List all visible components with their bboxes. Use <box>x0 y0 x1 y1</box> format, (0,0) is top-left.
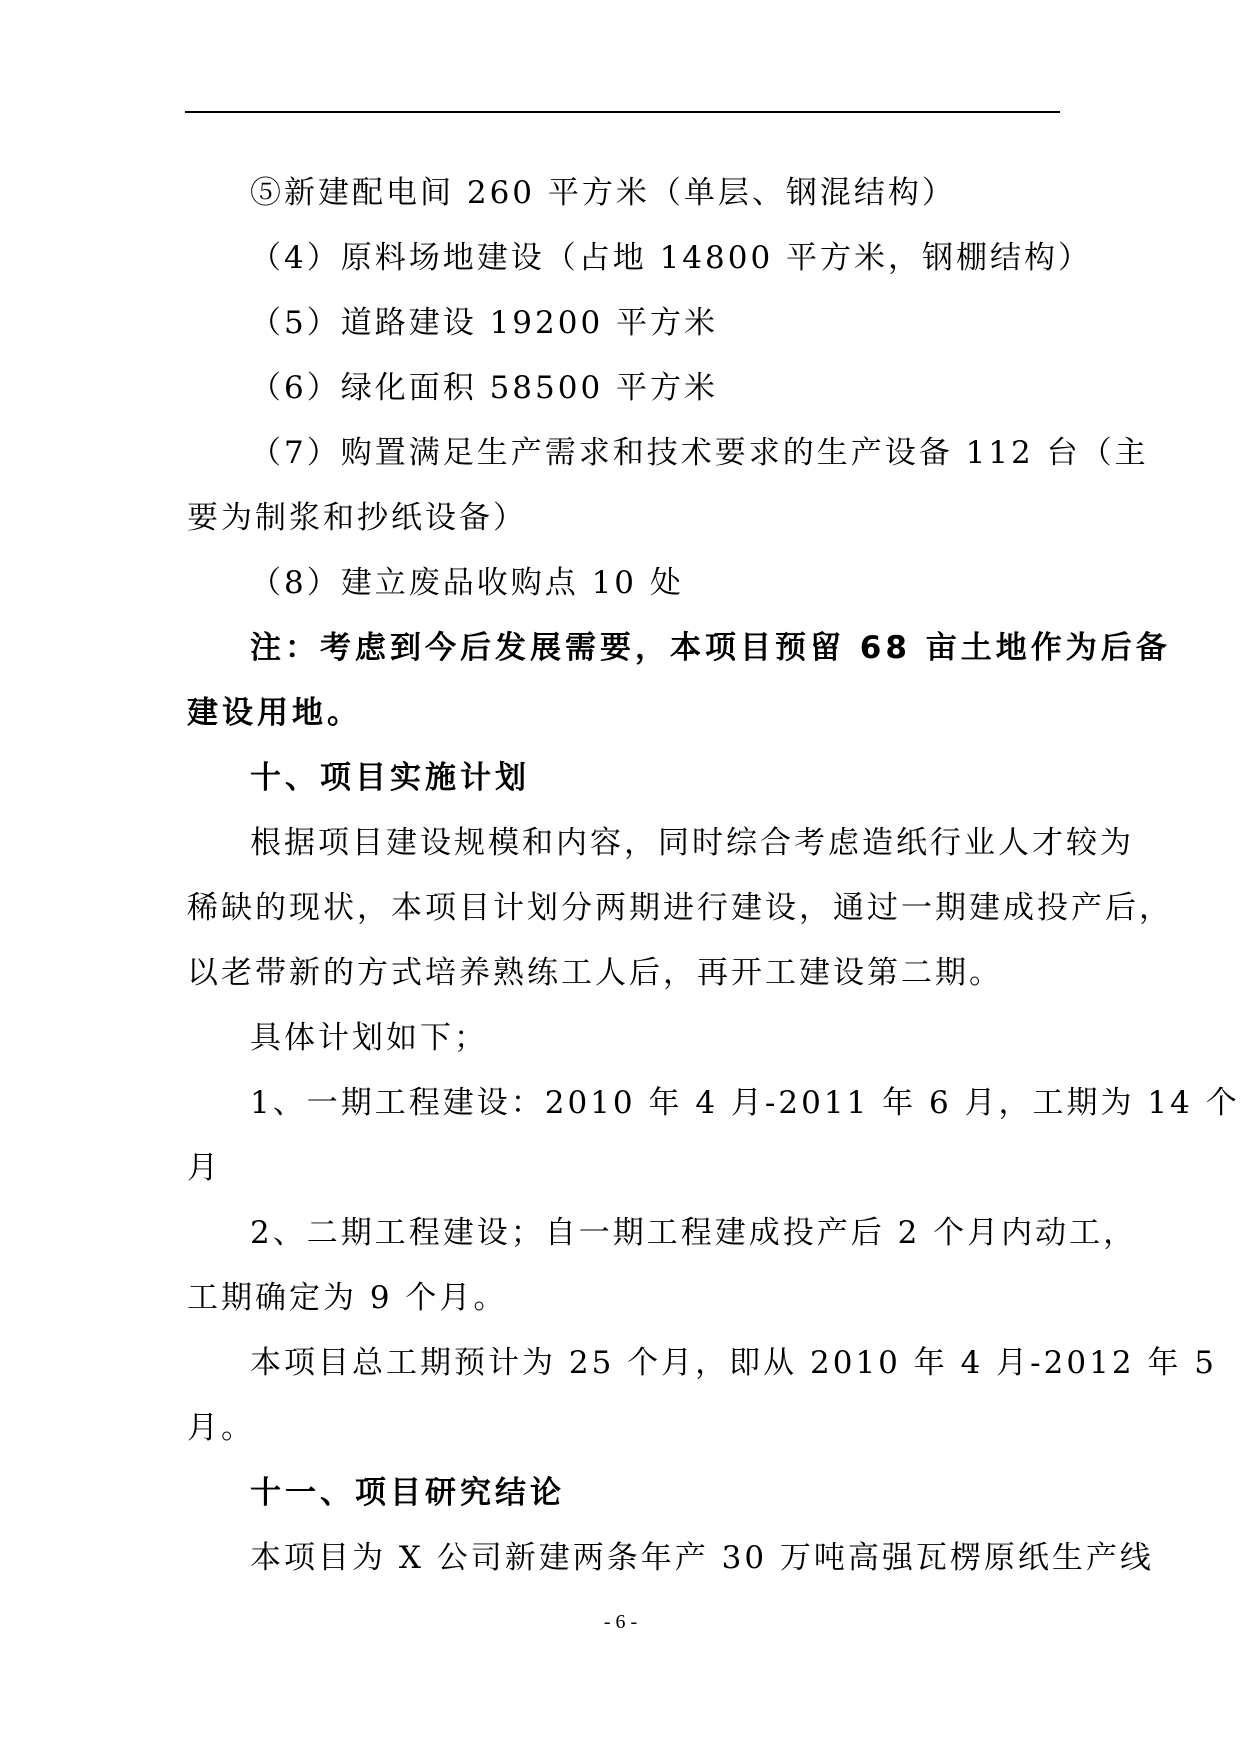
note-reserved-land-cont: 建设用地。 <box>187 695 362 731</box>
plan-phase-2-cont: 工期确定为 9 个月。 <box>187 1280 508 1316</box>
plan-total-period-cont: 月。 <box>187 1410 255 1446</box>
paragraph-plan-cont1: 稀缺的现状，本项目计划分两期进行建设，通过一期建成投产后， <box>187 890 1173 926</box>
paragraph-plan-cont2: 以老带新的方式培养熟练工人后，再开工建设第二期。 <box>187 955 1003 991</box>
plan-phase-1-cont: 月 <box>187 1150 221 1186</box>
item-road: （5）道路建设 19200 平方米 <box>250 305 719 341</box>
item-power-room: ⑤新建配电间 260 平方米（单层、钢混结构） <box>250 175 956 211</box>
plan-total-period: 本项目总工期预计为 25 个月，即从 2010 年 4 月-2012 年 5 <box>250 1345 1217 1381</box>
section-heading-10: 十、项目实施计划 <box>250 760 530 796</box>
page-number: - 6 - <box>603 1611 638 1633</box>
item-equipment: （7）购置满足生产需求和技术要求的生产设备 112 台（主 <box>250 435 1149 471</box>
note-reserved-land: 注：考虑到今后发展需要，本项目预留 68 亩土地作为后备 <box>250 630 1171 666</box>
item-equipment-cont: 要为制浆和抄纸设备） <box>187 500 527 536</box>
paragraph-conclusion: 本项目为 X 公司新建两条年产 30 万吨高强瓦楞原纸生产线 <box>250 1540 1154 1576</box>
paragraph-plan: 根据项目建设规模和内容，同时综合考虑造纸行业人才较为 <box>250 825 1134 861</box>
header-rule <box>185 111 1060 113</box>
plan-phase-1: 1、一期工程建设：2010 年 4 月-2011 年 6 月，工期为 14 个 <box>250 1085 1240 1121</box>
plan-intro: 具体计划如下； <box>250 1020 488 1056</box>
item-greening: （6）绿化面积 58500 平方米 <box>250 370 719 406</box>
item-recycling-points: （8）建立废品收购点 10 处 <box>250 565 684 601</box>
item-material-yard: （4）原料场地建设（占地 14800 平方米，钢棚结构） <box>250 240 1093 276</box>
plan-phase-2: 2、二期工程建设；自一期工程建成投产后 2 个月内动工， <box>250 1215 1138 1251</box>
section-heading-11: 十一、项目研究结论 <box>250 1475 565 1511</box>
